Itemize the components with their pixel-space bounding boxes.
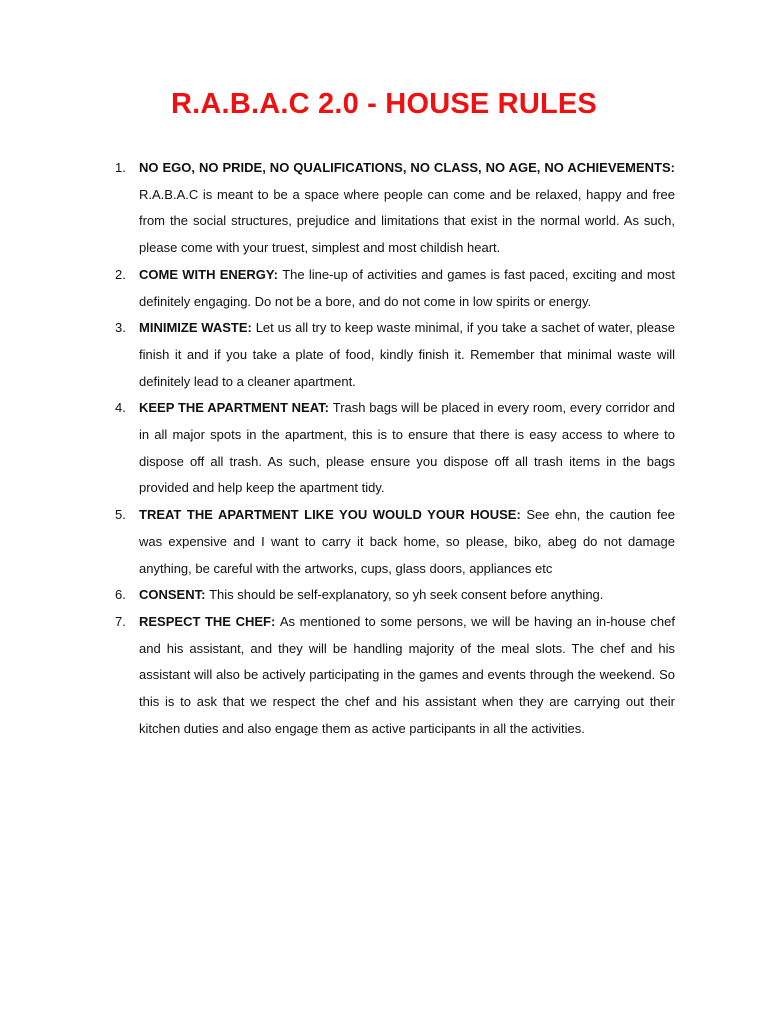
rule-text: This should be self-explanatory, so yh seek consent before anything.	[209, 587, 604, 603]
rule-heading: CONSENT:	[139, 587, 210, 603]
rule-number: 6.	[115, 587, 126, 603]
rule-item-2	[115, 262, 675, 315]
rule-item-4	[115, 395, 675, 502]
rules-list	[115, 155, 675, 742]
rule-text: Trash bags will be placed in every room, every corridor and in all major spots in the apartment, this is to ensure that there is easy access to where to dispose off all trash. As such, please ensure you dispose off all trash items in the bags provided and help keep the apartment tidy.	[139, 400, 675, 496]
rule-number: 3.	[115, 320, 126, 336]
rule-heading: MINIMIZE WASTE:	[139, 320, 256, 336]
rule-number: 2.	[115, 266, 126, 282]
rule-item-7	[115, 609, 675, 743]
rule-heading: KEEP THE APARTMENT NEAT:	[139, 400, 333, 416]
rule-heading: NO EGO, NO PRIDE, NO QUALIFICATIONS, NO CLASS, NO AGE, NO ACHIEVEMENTS:	[139, 160, 675, 175]
rule-number: 5.	[115, 507, 126, 523]
rule-item-5	[115, 502, 675, 582]
rule-text: Let us all try to keep waste minimal, if you take a sachet of water, please finish it and if you take a plate of food, kindly finish it. Remember that minimal waste will definitely lead to a cleaner apartment.	[139, 320, 675, 389]
rule-item-3	[115, 315, 675, 395]
rule-item-6	[115, 582, 675, 609]
document-title: R.A.B.A.C 2.0 - HOUSE RULES	[171, 88, 597, 120]
rule-item-1	[115, 155, 675, 262]
rule-number: 1.	[115, 160, 126, 175]
rule-heading: COME WITH ENERGY:	[139, 266, 283, 282]
rule-text: See ehn, the caution fee was expensive and I want to carry it back home, so please, biko, abeg do not damage anything, be careful with the artworks, cups, glass doors, appliances etc	[139, 507, 675, 576]
rule-text: R.A.B.A.C is meant to be a space where people can come and be relaxed, happy and free from the social structures, prejudice and limitations that exist in the normal world. As such, please come with your truest, simplest and most childish heart.	[139, 186, 675, 256]
rule-number: 7.	[115, 613, 126, 629]
rule-heading: RESPECT THE CHEF:	[139, 613, 280, 629]
rule-number: 4.	[115, 400, 126, 416]
rule-text: As mentioned to some persons, we will be having an in-house chef and his assistant, and they will be handling majority of the meal slots. The chef and his assistant will also be actively participating in the games and events through the weekend. So this is to ask that we respect the chef and his assistant when they are carrying out their kitchen duties and also engage them as active participants in all the activities.	[139, 613, 675, 736]
rule-heading: TREAT THE APARTMENT LIKE YOU WOULD YOUR HOUSE:	[139, 507, 527, 523]
rule-text: The line-up of activities and games is fast paced, exciting and most definitely engaging. Do not be a bore, and do not come in low spirits or energy.	[139, 266, 675, 309]
